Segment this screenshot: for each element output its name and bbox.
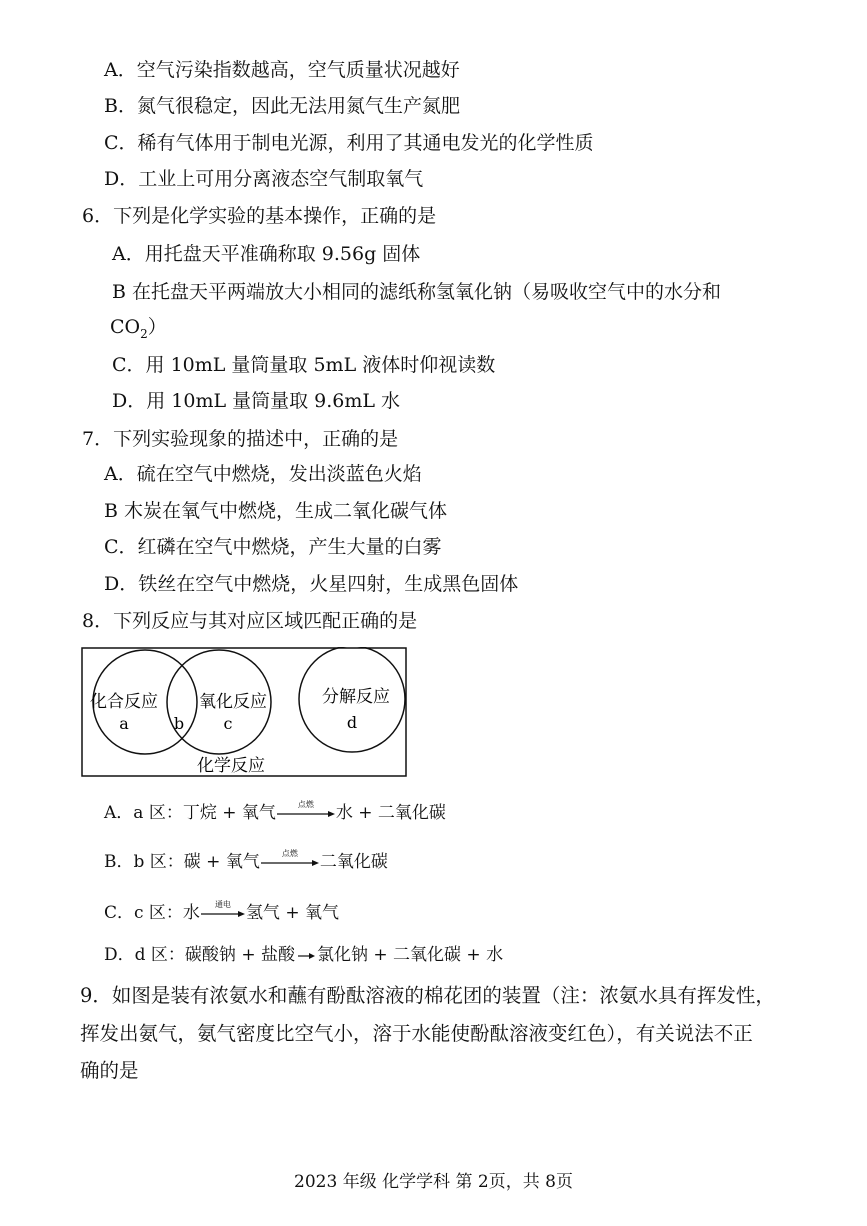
- q9-stem-line1: 9．如图是装有浓氨水和蘸有酚酞溶液的棉花团的装置（注：浓氨水具有挥发性，: [80, 984, 775, 1007]
- q8-option-d: D．d 区：碳酸钠 + 盐酸 氯化钠 + 二氧化碳 + 水: [104, 945, 504, 965]
- q6-option-b-line2: $CO_2$）: [110, 316, 167, 341]
- q5-option-b: B．氮气很稳定，因此无法用氮气生产氮肥: [104, 95, 460, 117]
- q6-option-a: A．用托盘天平准确称取 9.56g 固体: [112, 243, 421, 265]
- q6-stem: 6．下列是化学实验的基本操作，正确的是: [82, 205, 437, 227]
- region-d-letter: d: [346, 713, 358, 732]
- q5-option-c: C．稀有气体用于制电光源，利用了其通电发光的化学性质: [104, 132, 594, 154]
- q8-stem: 8．下列反应与其对应区域匹配正确的是: [82, 610, 418, 632]
- q6-option-c: C．用 10mL 量筒量取 5mL 液体时仰视读数: [112, 354, 496, 376]
- q7-option-b: B 木炭在氧气中燃烧，生成二氧化碳气体: [104, 500, 448, 522]
- region-a-letter: a: [119, 714, 129, 733]
- q7-option-d: D．铁丝在空气中燃烧，火星四射，生成黑色固体: [104, 573, 519, 595]
- combination-label: 化合反应: [90, 692, 158, 712]
- reaction-venn-diagram: [81, 647, 407, 777]
- reaction-arrow-icon: 点燃: [261, 851, 319, 873]
- q5-option-a: A．空气污染指数越高，空气质量状况越好: [104, 59, 460, 81]
- reaction-arrow-icon: [296, 944, 316, 966]
- q6-option-b-line1: B 在托盘天平两端放大小相同的滤纸称氢氧化钠（易吸收空气中的水分和: [112, 281, 722, 303]
- region-b-letter: b: [173, 714, 185, 733]
- page-footer: 2023 年级 化学学科 第 2页，共 8页: [294, 1172, 573, 1192]
- q8-option-b: B．b 区：碳 + 氧气 点燃 二氧化碳: [104, 849, 388, 872]
- oxidation-label: 氧化反应: [199, 692, 267, 712]
- region-c-letter: c: [223, 714, 233, 733]
- q8-option-a: A．a 区：丁烷 + 氧气 点燃 水 + 二氧化碳: [104, 800, 446, 823]
- q7-stem: 7．下列实验现象的描述中，正确的是: [82, 428, 399, 450]
- decomposition-label: 分解反应: [322, 687, 390, 707]
- q6-option-d: D．用 10mL 量筒量取 9.6mL 水: [112, 390, 401, 412]
- q7-option-a: A．硫在空气中燃烧，发出淡蓝色火焰: [104, 463, 422, 485]
- q9-stem-line2: 挥发出氨气，氨气密度比空气小，溶于水能使酚酞溶液变红色），有关说法不正: [80, 1022, 753, 1045]
- chemical-reaction-label: 化学反应: [197, 756, 265, 776]
- q7-option-c: C．红磷在空气中燃烧，产生大量的白雾: [104, 536, 442, 558]
- q9-stem-line3: 确的是: [80, 1059, 139, 1082]
- reaction-arrow-icon: 点燃: [277, 802, 335, 824]
- q8-option-c: C．c 区：水 通电 氢气 + 氧气: [104, 900, 339, 923]
- q5-option-d: D．工业上可用分离液态空气制取氧气: [104, 168, 424, 190]
- reaction-arrow-icon: 通电: [201, 902, 245, 924]
